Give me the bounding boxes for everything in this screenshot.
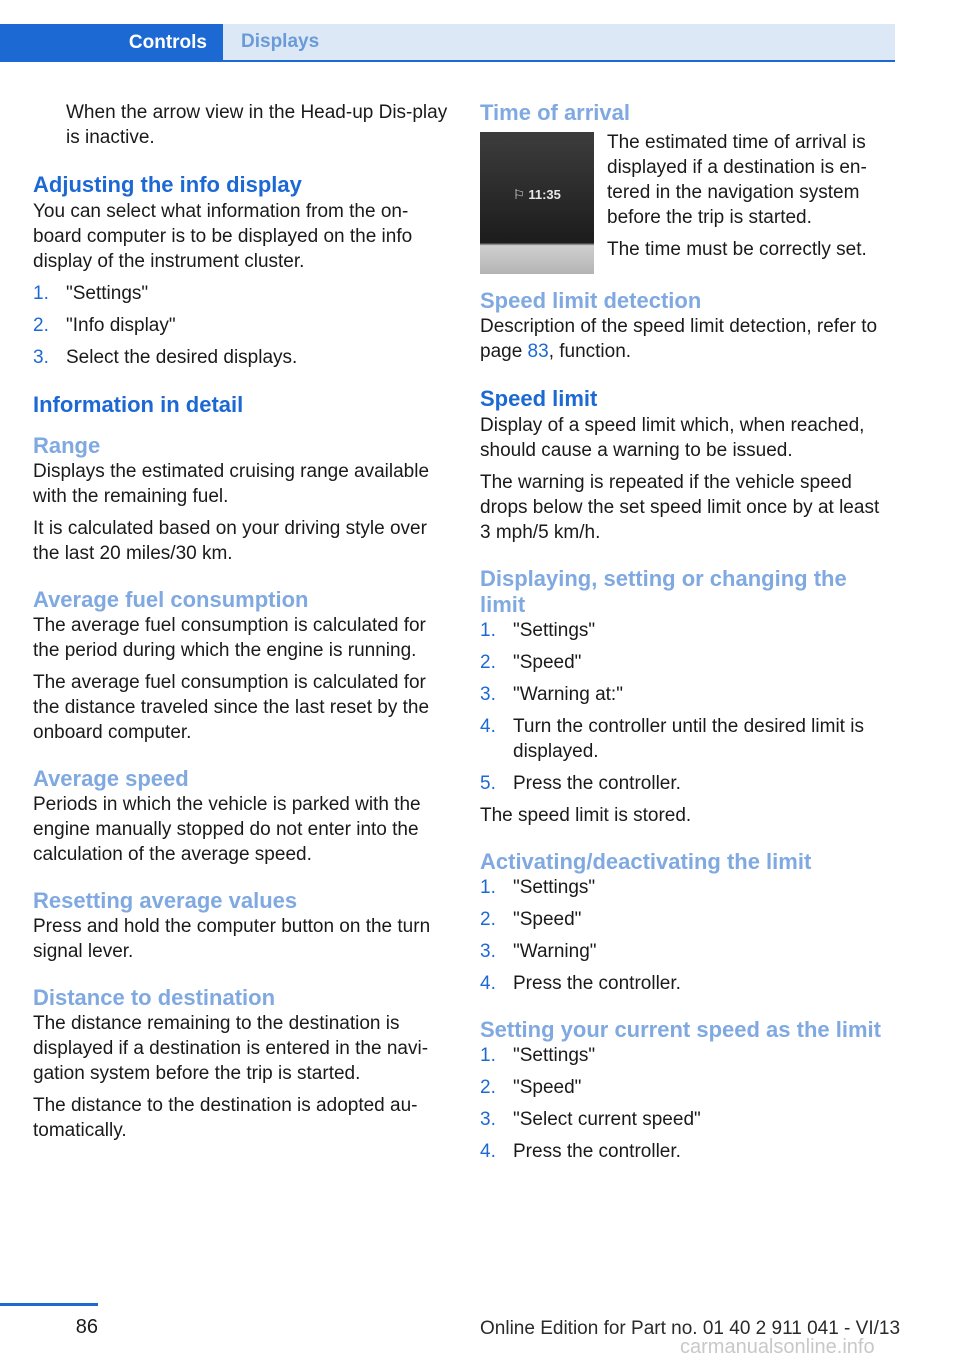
tab-displays[interactable]: Displays [223, 24, 895, 60]
adjust-steps-list [33, 281, 448, 370]
list-item-text: "Select current speed" [513, 1109, 701, 1130]
act-steps-list [480, 875, 894, 996]
range-text-2: It is calculated based on your driving style over the last 20 miles/30 km. [33, 518, 427, 564]
list-item-number: 4. [480, 973, 496, 994]
edition-text: Online Edition for Part no. 01 40 2 911 041 - VI/13 [480, 1318, 901, 1339]
list-item [480, 875, 894, 900]
list-item-number: 4. [480, 716, 496, 737]
list-item-text: Press the controller. [513, 773, 681, 794]
list-item-number: 3. [480, 1109, 496, 1130]
dist-text-2: The distance to the destination is adopted au‐tomatically. [33, 1095, 418, 1141]
range-text-1: Displays the estimated cruising range available with the remaining fuel. [33, 461, 430, 507]
list-item-text: Turn the controller until the desired limit is displayed. [513, 716, 864, 762]
list-item [480, 771, 894, 796]
list-item-text: "Speed" [513, 1077, 582, 1098]
list-item-number: 2. [480, 1077, 496, 1098]
reset-text: Press and hold the computer button on the turn signal lever. [33, 916, 431, 962]
arrival-display-image [480, 132, 594, 274]
left-column [33, 100, 448, 1150]
heading-current-speed-as-limit: Setting your current speed as the limit [480, 1017, 881, 1042]
avgfuel-text-2: The average fuel consumption is calculated for the distance traveled since the last reset by the onboard computer. [33, 672, 430, 743]
list-item [480, 907, 894, 932]
arrival-clock-readout: ⚐ 11:35 [513, 187, 561, 202]
sld-text [480, 314, 894, 364]
set-steps-list [480, 618, 894, 796]
list-item [480, 939, 894, 964]
heading-resetting-average-values: Resetting average values [33, 888, 298, 913]
limit-text-1: Display of a speed limit which, when reached, should cause a warning to be issued. [480, 415, 865, 461]
list-item [480, 1075, 894, 1100]
list-item [480, 1107, 894, 1132]
heading-information-in-detail: Information in detail [33, 392, 244, 417]
list-item-text: "Info display" [66, 315, 176, 336]
list-item-text: Select the desired displays. [66, 347, 298, 368]
list-item [480, 650, 894, 675]
list-item-number: 4. [480, 1141, 496, 1162]
heading-range: Range [33, 433, 101, 458]
list-item-number: 2. [480, 652, 496, 673]
right-column [480, 100, 894, 1171]
list-item-text: "Settings" [513, 1045, 596, 1066]
list-item-text: "Speed" [513, 652, 582, 673]
list-item-text: "Speed" [513, 909, 582, 930]
page-link[interactable]: 83 [527, 341, 549, 362]
list-item-number: 1. [480, 1045, 496, 1066]
watermark: carmanualsonline.info [680, 1336, 875, 1358]
arrival-text-2: The time must be correctly set. [607, 239, 867, 260]
list-item-number: 5. [480, 773, 496, 794]
cur-steps-list [480, 1043, 894, 1164]
list-item-text: Press the controller. [513, 1141, 681, 1162]
heading-adjusting-info-display: Adjusting the info display [33, 172, 302, 197]
heading-speed-limit-detection: Speed limit detection [480, 288, 702, 313]
list-item [480, 682, 894, 707]
list-item-text: "Settings" [66, 283, 149, 304]
heading-distance-to-destination: Distance to destination [33, 985, 276, 1010]
sld-text-part-a: Description of the speed limit detection, refer to page [480, 316, 878, 362]
heading-average-fuel-consumption: Average fuel consumption [33, 587, 309, 612]
list-item [480, 971, 894, 996]
tab-controls[interactable]: Controls [0, 24, 223, 62]
list-item [33, 345, 448, 370]
list-item-text: "Settings" [513, 620, 596, 641]
list-item-number: 1. [33, 283, 49, 304]
list-item-text: "Settings" [513, 877, 596, 898]
list-item [480, 1043, 894, 1068]
page-number: 86 [75, 1316, 98, 1338]
heading-time-of-arrival: Time of arrival [480, 100, 630, 125]
intro-text: When the arrow view in the Head-up Dis‐play is inactive. [66, 102, 448, 148]
list-item-number: 1. [480, 877, 496, 898]
tab-underline [223, 60, 895, 62]
list-item [33, 281, 448, 306]
list-item-number: 2. [33, 315, 49, 336]
dist-text-1: The distance remaining to the destination is displayed if a destination is entered in the navi‐gation system before the trip is started. [33, 1013, 429, 1084]
adjust-text: You can select what information from the on‐board computer is to be displayed on the info display of the instrument cluster. [33, 201, 413, 272]
list-item [480, 618, 894, 643]
limit-text-2: The warning is repeated if the vehicle speed drops below the set speed limit once by at least 3 mph/5 km/h. [480, 472, 880, 543]
list-item-text: "Warning" [513, 941, 597, 962]
sld-text-part-b: , function. [548, 341, 632, 362]
list-item-text: Press the controller. [513, 973, 681, 994]
heading-average-speed: Average speed [33, 766, 189, 791]
list-item-number: 3. [480, 941, 496, 962]
heading-displaying-setting-limit: Displaying, setting or changing the limit [480, 566, 847, 617]
arrival-text-1: The estimated time of arrival is displayed if a destination is en‐tered in the navigation system before the trip is started. [607, 132, 867, 228]
arrival-block [480, 130, 894, 274]
list-item [480, 714, 894, 764]
avgfuel-text-1: The average fuel consumption is calculated for the period during which the engine is running. [33, 615, 426, 661]
set-result-text: The speed limit is stored. [480, 805, 692, 826]
header-tabs [0, 24, 895, 62]
list-item-text: "Warning at:" [513, 684, 623, 705]
avgspeed-text: Periods in which the vehicle is parked with the engine manually stopped do not enter into the calculation of the average speed. [33, 794, 421, 865]
list-item-number: 2. [480, 909, 496, 930]
footer-rule [0, 1303, 98, 1306]
list-item [33, 313, 448, 338]
list-item-number: 3. [33, 347, 49, 368]
heading-speed-limit: Speed limit [480, 386, 598, 411]
heading-activating-deactivating-limit: Activating/deactivating the limit [480, 849, 812, 874]
list-item-number: 3. [480, 684, 496, 705]
list-item [480, 1139, 894, 1164]
list-item-number: 1. [480, 620, 496, 641]
